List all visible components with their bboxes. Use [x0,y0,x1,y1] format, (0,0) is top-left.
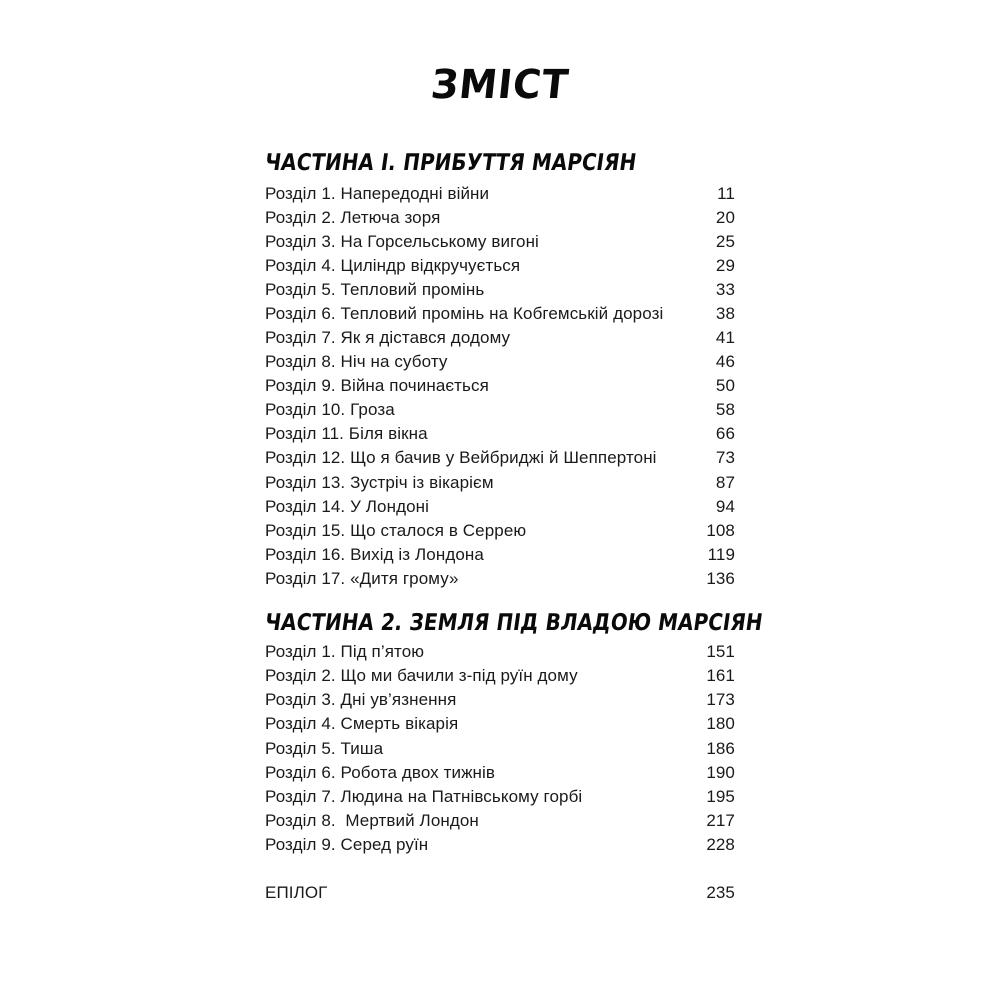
toc-entry [265,712,735,736]
chapter-title: Розділ 4. Смерть вікарія [265,714,459,733]
toc-entry [265,688,735,712]
page-number: 38 [715,304,735,323]
page-number: 94 [715,497,735,516]
page-number: 50 [715,376,735,395]
page-number: 58 [715,400,735,419]
toc-entry [265,543,735,567]
toc-entry [265,230,735,254]
page-number: 29 [715,256,735,275]
toc-entry [265,302,735,326]
page-number: 66 [715,424,735,443]
chapter-title: Розділ 16. Вихід із Лондона [265,545,484,564]
page-number: 20 [715,208,735,227]
page-number: 136 [706,569,735,588]
page-number: 33 [715,280,735,299]
chapter-title: Розділ 7. Людина на Патнівському горбі [265,787,583,806]
page-number: 119 [707,545,735,564]
chapter-title: Розділ 11. Біля вікна [265,424,428,443]
chapter-title: Розділ 3. На Горсельському вигоні [265,232,539,251]
page-number: 46 [715,352,735,371]
toc-entry [265,182,735,206]
chapter-title: Розділ 2. Що ми бачили з-під руїн дому [265,666,578,685]
toc-entry [265,833,735,857]
toc-entry [265,206,735,230]
part-1-heading: ЧАСТИНА І. ПРИБУТТЯ МАРСІЯН [263,150,639,176]
toc-entry [265,398,735,422]
toc-entry [265,471,735,495]
toc-entry [265,446,735,470]
toc-entry [265,495,735,519]
chapter-title: Розділ 9. Серед руїн [265,835,429,854]
toc-entry [265,664,735,688]
toc-entry [265,374,735,398]
epilogue-entry [265,881,735,905]
chapter-title: Розділ 7. Як я дістався додому [265,328,511,347]
page-number: 195 [706,787,735,806]
chapter-title: Розділ 1. Під п’ятою [265,642,425,661]
chapter-title: Розділ 13. Зустріч із вікарієм [265,473,494,492]
part-2-heading: ЧАСТИНА 2. ЗЕМЛЯ ПІД ВЛАДОЮ МАРСІЯН [263,610,765,636]
chapter-title: Розділ 12. Що я бачив у Вейбриджі й Шеппертоні [265,448,657,467]
page-number: 186 [706,739,735,758]
toc-entry [265,567,735,591]
toc-entry [265,519,735,543]
chapter-title: Розділ 8. Мертвий Лондон [265,811,479,830]
toc-entry [265,326,735,350]
page-title: ЗМІСТ [428,62,572,108]
page-number: 41 [715,328,735,347]
page-number: 173 [706,690,735,709]
chapter-title: Розділ 17. «Дитя грому» [265,569,459,588]
toc-entry [265,278,735,302]
page-number: 108 [706,521,735,540]
toc-entry [265,350,735,374]
chapter-title: Розділ 1. Напередодні війни [265,184,490,203]
toc-entry [265,254,735,278]
toc-entry [265,809,735,833]
page-number: 161 [706,666,735,685]
page-number: 73 [715,448,735,467]
page-number: 11 [717,184,735,203]
chapter-title: Розділ 9. Війна починається [265,376,489,395]
chapter-title: Розділ 3. Дні ув’язнення [265,690,457,709]
chapter-title: Розділ 15. Що сталося в Серрею [265,521,527,540]
page-number: 180 [706,714,735,733]
chapter-title: Розділ 14. У Лондоні [265,497,430,516]
page-number: 87 [715,473,735,492]
chapter-title: Розділ 6. Тепловий промінь на Кобгемській дорозі [265,304,664,323]
toc-entry [265,761,735,785]
epilogue-title: ЕПІЛОГ [265,883,328,902]
chapter-title: Розділ 10. Гроза [265,400,395,419]
chapter-title: Розділ 6. Робота двох тижнів [265,763,496,782]
chapter-title: Розділ 5. Тепловий промінь [265,280,485,299]
page-number: 25 [715,232,735,251]
page-number: 217 [706,811,735,830]
toc-entry [265,640,735,664]
chapter-title: Розділ 5. Тиша [265,739,384,758]
chapter-title: Розділ 4. Циліндр відкручується [265,256,521,275]
toc-entry [265,785,735,809]
page-number: 235 [706,883,735,902]
toc-entry [265,422,735,446]
page-number: 190 [706,763,735,782]
chapter-title: Розділ 8. Ніч на суботу [265,352,448,371]
chapter-title: Розділ 2. Летюча зоря [265,208,441,227]
toc-entry [265,737,735,761]
page-number: 151 [706,642,735,661]
page-number: 228 [706,835,735,854]
